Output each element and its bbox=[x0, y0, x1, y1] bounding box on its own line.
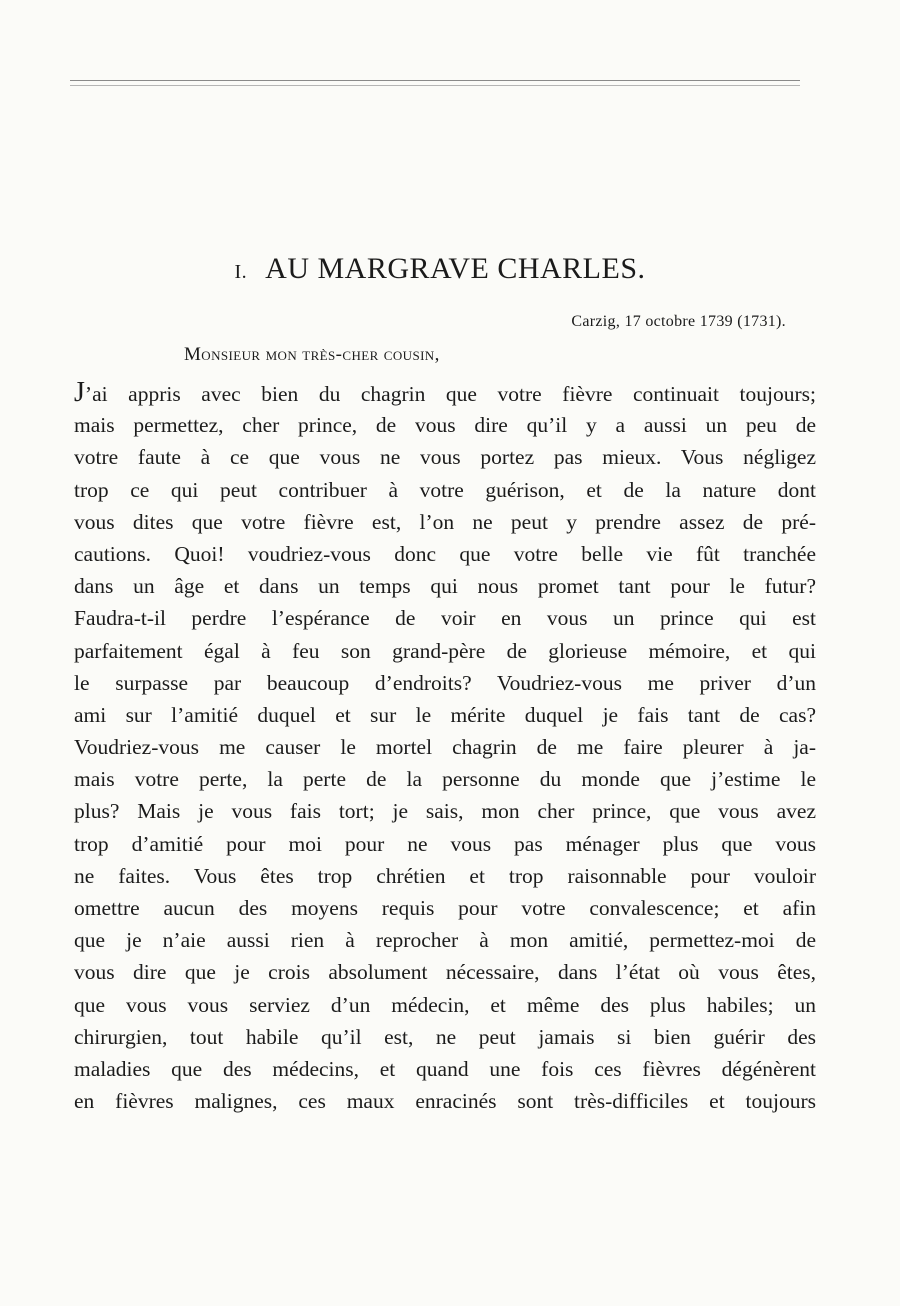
body-line: J’ai appris avec bien du chagrin que votre fièvre continuait toujours; bbox=[74, 377, 816, 408]
letter-title: AU MARGRAVE CHARLES. bbox=[265, 252, 646, 285]
drop-cap: J bbox=[74, 377, 85, 408]
body-line: mais permettez, cher prince, de vous dire qu’il y a aussi un peu de bbox=[74, 413, 816, 438]
body-line: ne faites. Vous êtes trop chrétien et trop raisonnable pour vouloir bbox=[74, 863, 816, 888]
body-line: Faudra-t-il perdre l’espérance de voir en vous un prince qui est bbox=[74, 606, 816, 631]
body-line: votre faute à ce que vous ne vous portez pas mieux. Vous négligez bbox=[74, 445, 816, 470]
dateline: Carzig, 17 octobre 1739 (1731). bbox=[571, 313, 786, 330]
body-line: omettre aucun des moyens requis pour votre convalescence; et afin bbox=[74, 896, 816, 920]
letter-body bbox=[74, 377, 816, 1117]
body-line: Voudriez-vous me causer le mortel chagrin de me faire pleurer à ja- bbox=[74, 735, 816, 760]
body-line: plus? Mais je vous fais tort; je sais, mon cher prince, que vous avez bbox=[74, 799, 816, 824]
body-line: vous dire que je crois absolument nécessaire, dans l’état où vous êtes, bbox=[74, 960, 816, 985]
top-rule bbox=[70, 80, 800, 81]
body-line: le surpasse par beaucoup d’endroits? Voudriez-vous me priver d’un bbox=[74, 670, 816, 695]
letter-number: I. bbox=[234, 261, 248, 283]
body-line: mais votre perte, la perte de la personne du monde que j’estime le bbox=[74, 767, 816, 792]
body-line: trop ce qui peut contribuer à votre guérison, et de la nature dont bbox=[74, 477, 816, 502]
body-line: que vous vous serviez d’un médecin, et même des plus habiles; un bbox=[74, 992, 816, 1017]
body-line: trop d’amitié pour moi pour ne vous pas ménager plus que vous bbox=[74, 831, 816, 856]
body-line: cautions. Quoi! voudriez-vous donc que votre belle vie fût tranchée bbox=[74, 541, 816, 566]
body-line: parfaitement égal à feu son grand-père de glorieuse mémoire, et qui bbox=[74, 638, 816, 663]
body-line: maladies que des médecins, et quand une fois ces fièvres dégénèrent bbox=[74, 1056, 816, 1081]
body-line: en fièvres malignes, ces maux enracinés sont très-difficiles et toujours bbox=[74, 1089, 816, 1114]
body-line: que je n’aie aussi rien à reprocher à mon amitié, permettez-moi de bbox=[74, 928, 816, 953]
body-line: vous dites que votre fièvre est, l’on ne peut y prendre assez de pré- bbox=[74, 509, 816, 534]
body-line: chirurgien, tout habile qu’il est, ne peut jamais si bien guérir des bbox=[74, 1024, 816, 1049]
letter-heading bbox=[0, 252, 890, 286]
body-line: ami sur l’amitié duquel et sur le mérite duquel je fais tant de cas? bbox=[74, 702, 816, 727]
salutation: Monsieur mon très-cher cousin, bbox=[184, 344, 440, 365]
body-line: dans un âge et dans un temps qui nous promet tant pour le futur? bbox=[74, 574, 816, 599]
